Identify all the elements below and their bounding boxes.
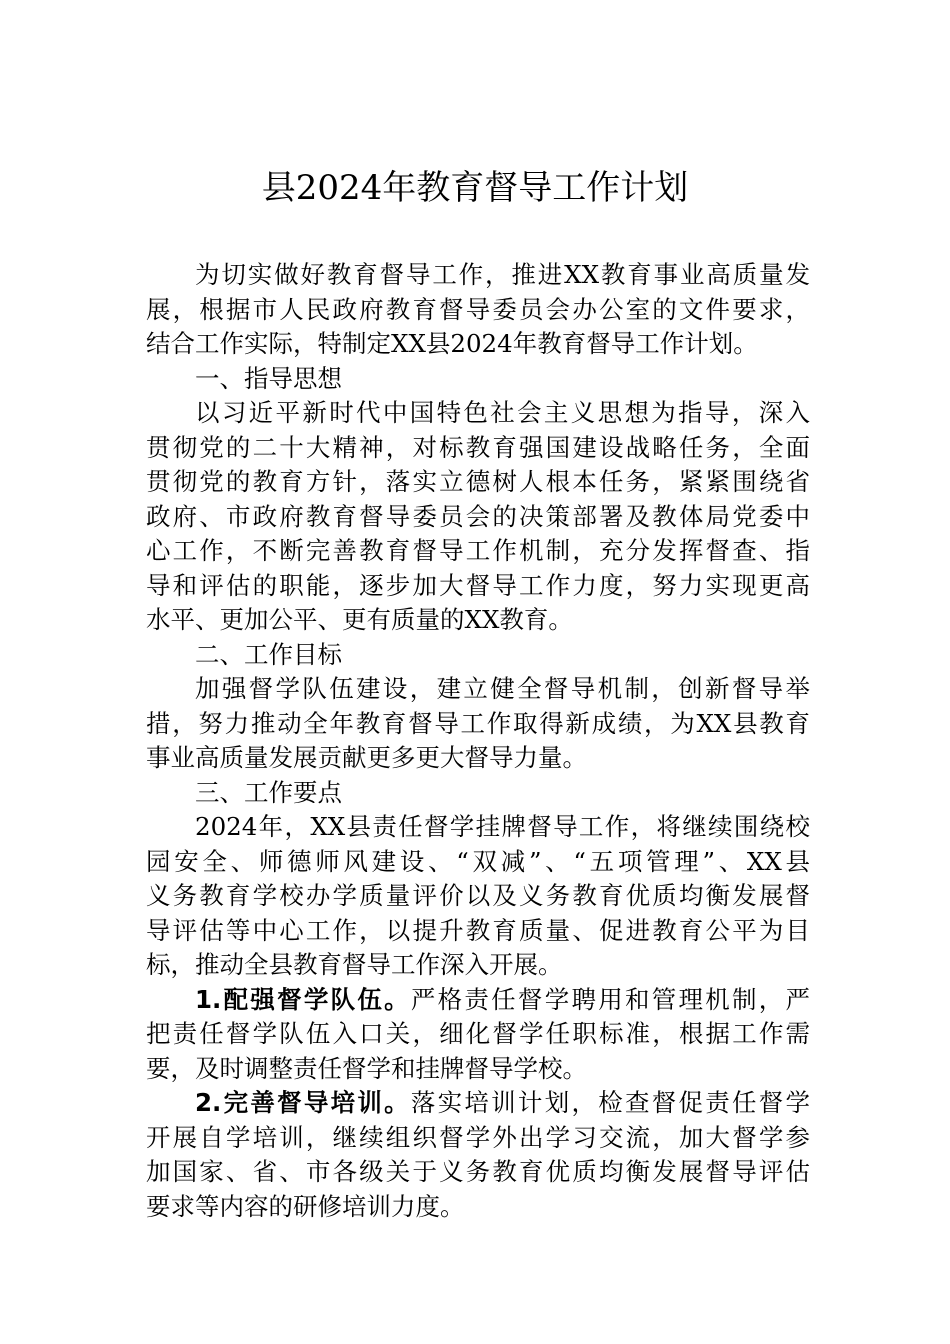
paragraph-line: 要，及时调整责任督学和挂牌督导学校。 [146,1053,587,1083]
section-heading-work-goals: 二、工作目标 [195,639,342,669]
paragraph-line: 要求等内容的研修培训力度。 [146,1191,465,1221]
paragraph-line: 贯彻党的二十大精神，对标教育强国建设战略任务，全面 [146,432,810,462]
item-2-first-text: 落实培训计划，检查督促责任督学 [410,1088,810,1117]
item-2-lead: 2.完善督导培训。 [195,1088,411,1117]
intro-line: 展，根据市人民政府教育督导委员会办公室的文件要求， [146,294,810,324]
paragraph-line: 义务教育学校办学质量评价以及义务教育优质均衡发展督 [146,881,810,910]
paragraph-line: 加国家、省、市各级关于义务教育优质均衡发展督导评估 [146,1157,810,1186]
paragraph-line: 心工作，不断完善教育督导工作机制，充分发挥督查、指 [146,536,810,565]
item-1-lead: 1.配强督学队伍。 [195,984,411,1014]
item-1-first-line [146,983,810,1018]
paragraph-line: 园安全、师德师风建设、“双减”、“五项管理”、XX县 [146,846,810,876]
paragraph-line: 以习近平新时代中国特色社会主义思想为指导，深入 [195,398,810,427]
paragraph-line: 标，推动全县教育督导工作深入开展。 [146,950,563,979]
intro-line: 结合工作实际，特制定XX县2024年教育督导工作计划。 [146,329,758,358]
paragraph-line: 事业高质量发展贡献更多更大督导力量。 [146,743,587,772]
document-body [146,258,810,1224]
item-1-first-text: 严格责任督学聘用和管理机制，严 [410,984,810,1014]
document-title: 县2024年教育督导工作计划 [261,168,689,208]
paragraph-line: 水平、更加公平、更有质量的XX教育。 [146,605,573,634]
intro-line: 为切实做好教育督导工作，推进XX教育事业高质量发 [195,260,810,289]
paragraph-line: 导评估等中心工作，以提升教育质量、促进教育公平为目 [146,915,810,945]
section-heading-guiding-ideology: 一、指导思想 [195,363,342,393]
paragraph-line: 政府、市政府教育督导委员会的决策部署及教体局党委中 [146,501,810,531]
item-2-first-line [146,1086,810,1121]
paragraph-line: 措，努力推动全年教育督导工作取得新成绩，为XX县教育 [146,708,810,738]
paragraph-line: 2024年，XX县责任督学挂牌督导工作，将继续围绕校 [195,812,810,841]
paragraph-line: 把责任督学队伍入口关，细化督学任职标准，根据工作需 [146,1019,810,1048]
paragraph-line: 导和评估的职能，逐步加大督导工作力度，努力实现更高 [146,570,810,600]
paragraph-line: 贯彻党的教育方针，落实立德树人根本任务，紧紧围绕省 [146,467,810,496]
paragraph-line: 开展自学培训，继续组织督学外出学习交流，加大督学参 [146,1122,810,1152]
section-heading-work-points: 三、工作要点 [195,777,342,807]
paragraph-line: 加强督学队伍建设，建立健全督导机制，创新督导举 [195,674,810,703]
